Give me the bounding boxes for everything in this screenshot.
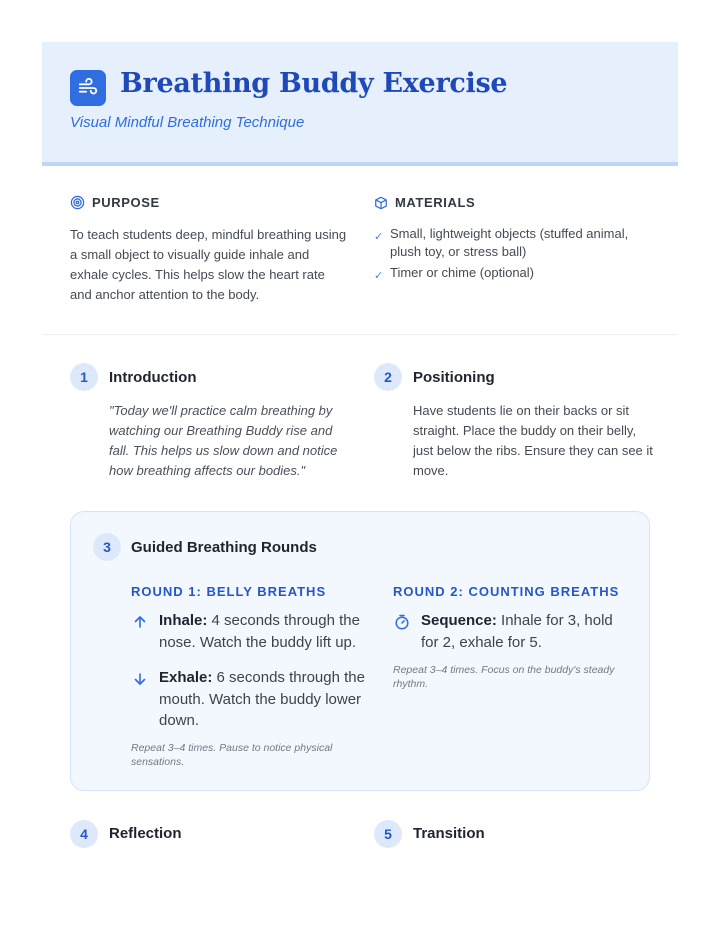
box-icon (374, 196, 388, 210)
inhale-instruction: Inhale: 4 seconds through the nose. Watch the buddy lift up. (159, 612, 360, 651)
step-1-text: "Today we'll practice calm breathing by watching our Breathing Buddy rise and fall. This helps us slow down and notice how breathing affects our bodies." (109, 403, 338, 478)
step-1-title: Introduction (109, 369, 197, 386)
arrow-down-icon (132, 671, 148, 687)
exhale-instruction: Exhale: 6 seconds through the mouth. Watch the buddy lower down. (159, 669, 365, 729)
check-icon: ✓ (374, 231, 384, 243)
round-1-title: ROUND 1: BELLY BREATHS (131, 584, 327, 599)
timer-icon (394, 614, 410, 630)
purpose-heading (70, 195, 160, 210)
step-1-badge: 1 (70, 363, 98, 391)
step-4-badge: 4 (70, 820, 98, 848)
step-2-text: Have students lie on their backs or sit straight. Place the buddy on their belly, just below the ribs. Ensure they can see it move. (413, 403, 653, 478)
page-title: Breathing Buddy Exercise (120, 68, 508, 99)
purpose-label: PURPOSE (92, 195, 160, 210)
step-5-title: Transition (413, 825, 485, 842)
materials-label: MATERIALS (395, 195, 476, 210)
step-3-title: Guided Breathing Rounds (131, 539, 317, 556)
list-item: ✓ Small, lightweight objects (stuffed animal, plush toy, or stress ball) (374, 226, 629, 259)
step-2-title: Positioning (413, 369, 495, 386)
purpose-text: To teach students deep, mindful breathing using a small object to visually guide inhale and exhale cycles. This helps slow the heart rate and anchor attention to the body. (70, 227, 347, 302)
step-2-badge: 2 (374, 363, 402, 391)
list-item: ✓ Timer or chime (optional) (374, 264, 654, 282)
guided-rounds-card (70, 511, 650, 791)
check-icon: ✓ (374, 270, 384, 282)
step-5-badge: 5 (374, 820, 402, 848)
step-3-badge: 3 (93, 533, 121, 561)
round-2-note: Repeat 3–4 times. Focus on the buddy's steady rhythm. (393, 664, 615, 690)
target-icon (70, 195, 85, 210)
materials-heading (374, 195, 475, 210)
round-2-title: ROUND 2: COUNTING BREATHS (393, 584, 620, 599)
arrow-up-icon (132, 614, 148, 630)
wind-icon (70, 70, 106, 106)
sequence-instruction: Sequence: Inhale for 3, hold for 2, exhale for 5. (421, 612, 613, 651)
round-1-note: Repeat 3–4 times. Pause to notice physical sensations. (131, 742, 333, 768)
page-subtitle: Visual Mindful Breathing Technique (70, 114, 305, 131)
section-divider (42, 334, 678, 335)
step-4-title: Reflection (109, 825, 182, 842)
materials-list (374, 225, 654, 285)
header-banner (42, 42, 678, 166)
